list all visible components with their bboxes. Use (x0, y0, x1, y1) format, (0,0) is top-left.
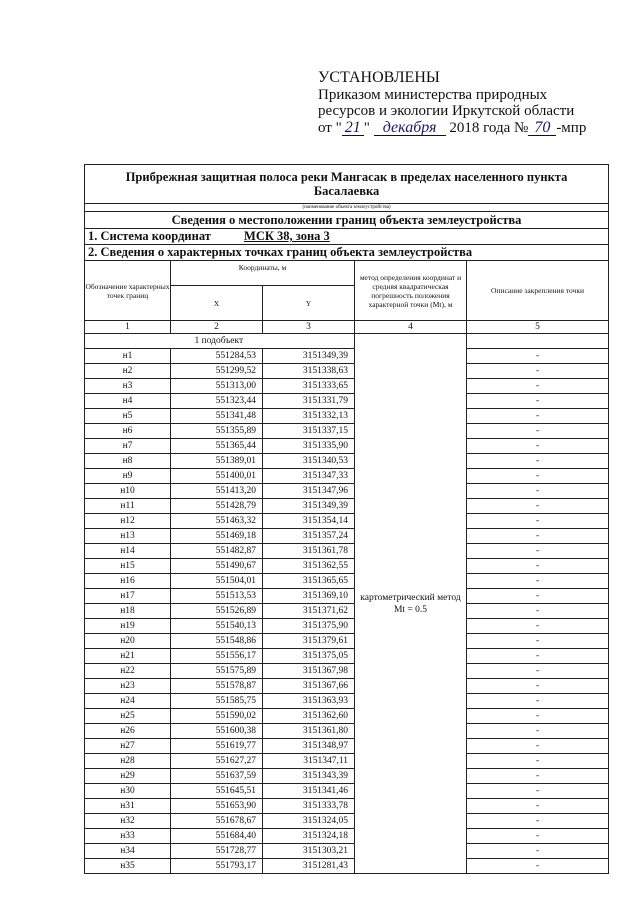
table-row (85, 514, 609, 529)
coord-y: 3151303,21 (263, 844, 355, 859)
coord-y: 3151357,24 (263, 529, 355, 544)
point-description: - (467, 544, 609, 559)
table-row (85, 799, 609, 814)
coord-x: 551400,01 (171, 469, 263, 484)
coord-x: 551619,77 (171, 739, 263, 754)
coord-y: 3151354,14 (263, 514, 355, 529)
point-id: н5 (85, 409, 171, 424)
point-description: - (467, 439, 609, 454)
table-row (85, 349, 609, 364)
table-row (85, 469, 609, 484)
point-id: н13 (85, 529, 171, 544)
point-description: - (467, 694, 609, 709)
coord-y: 3151365,65 (263, 574, 355, 589)
point-description: - (467, 679, 609, 694)
point-description: - (467, 364, 609, 379)
point-description: - (467, 769, 609, 784)
approval-stamp (318, 70, 586, 136)
coord-y: 3151375,90 (263, 619, 355, 634)
table-row (85, 529, 609, 544)
coord-y: 3151335,90 (263, 439, 355, 454)
table-row (85, 709, 609, 724)
table-row (85, 589, 609, 604)
section-title: Сведения о местоположении границ объекта землеустройства (85, 212, 609, 229)
coord-x: 551645,51 (171, 784, 263, 799)
coord-y: 3151371,62 (263, 604, 355, 619)
coord-x: 551653,90 (171, 799, 263, 814)
coord-y: 3151343,39 (263, 769, 355, 784)
coord-x: 551284,53 (171, 349, 263, 364)
coord-x: 551600,38 (171, 724, 263, 739)
table-row (85, 844, 609, 859)
coord-x: 551341,48 (171, 409, 263, 424)
table-row (85, 499, 609, 514)
point-description: - (467, 859, 609, 874)
subobject-blank (85, 334, 171, 349)
point-id: н33 (85, 829, 171, 844)
point-description: - (467, 409, 609, 424)
point-id: н24 (85, 694, 171, 709)
point-description: - (467, 514, 609, 529)
coord-x: 551684,40 (171, 829, 263, 844)
point-description: - (467, 709, 609, 724)
coord-x: 551490,67 (171, 559, 263, 574)
coord-x: 551585,75 (171, 694, 263, 709)
point-id: н14 (85, 544, 171, 559)
point-description: - (467, 754, 609, 769)
point-id: н7 (85, 439, 171, 454)
header-x: X (171, 286, 263, 321)
point-id: н20 (85, 634, 171, 649)
coord-x: 551504,01 (171, 574, 263, 589)
coord-x: 551513,53 (171, 589, 263, 604)
point-id: н26 (85, 724, 171, 739)
point-description: - (467, 724, 609, 739)
table-row (85, 739, 609, 754)
subobject-desc (467, 334, 609, 349)
coord-x: 551590,02 (171, 709, 263, 724)
coord-y: 3151347,11 (263, 754, 355, 769)
point-description: - (467, 784, 609, 799)
point-id: н6 (85, 424, 171, 439)
coord-y: 3151337,15 (263, 424, 355, 439)
point-description: - (467, 469, 609, 484)
coord-x: 551323,44 (171, 394, 263, 409)
coordinate-system-value: МСК 38, зона 3 (244, 229, 330, 243)
coord-y: 3151324,05 (263, 814, 355, 829)
point-description: - (467, 739, 609, 754)
point-description: - (467, 574, 609, 589)
table-row (85, 829, 609, 844)
title-caption: (наименование объекта землеустройства) (85, 204, 609, 212)
approval-date-line (318, 120, 586, 137)
method-cell: картометрический метод Mt = 0.5 (355, 334, 467, 874)
point-id: н17 (85, 589, 171, 604)
col-number-1: 1 (85, 321, 171, 334)
table-row (85, 784, 609, 799)
table-row (85, 439, 609, 454)
coord-y: 3151333,78 (263, 799, 355, 814)
table-row (85, 649, 609, 664)
coord-x: 551469,18 (171, 529, 263, 544)
header-method: метод определения координат и средняя квадратическая погрешность положения характерной точки (Mt), м (355, 261, 467, 321)
points-section-title: 2. Сведения о характерных точках границ объекта землеустройства (85, 245, 609, 261)
coord-y: 3151349,39 (263, 349, 355, 364)
table-row (85, 724, 609, 739)
coord-y: 3151347,33 (263, 469, 355, 484)
coord-y: 3151347,96 (263, 484, 355, 499)
point-description: - (467, 844, 609, 859)
coordinate-system-label: 1. Система координат (88, 229, 211, 243)
point-description: - (467, 829, 609, 844)
point-id: н27 (85, 739, 171, 754)
point-id: н12 (85, 514, 171, 529)
table-row (85, 454, 609, 469)
point-id: н2 (85, 364, 171, 379)
boundary-points-table (84, 164, 609, 874)
coord-y: 3151331,79 (263, 394, 355, 409)
coord-x: 551526,89 (171, 604, 263, 619)
approval-line-3: ресурсов и экологии Иркутской области (318, 103, 575, 119)
header-y: Y (263, 286, 355, 321)
coord-y: 3151333,65 (263, 379, 355, 394)
coord-y: 3151363,93 (263, 694, 355, 709)
table-row (85, 394, 609, 409)
point-id: н4 (85, 394, 171, 409)
coord-y: 3151348,97 (263, 739, 355, 754)
coord-x: 551637,59 (171, 769, 263, 784)
point-id: н8 (85, 454, 171, 469)
table-row (85, 769, 609, 784)
point-id: н19 (85, 619, 171, 634)
point-description: - (467, 814, 609, 829)
table-row (85, 859, 609, 874)
subobject-label: 1 подобъект (171, 334, 355, 349)
point-description: - (467, 664, 609, 679)
coord-x: 551728,77 (171, 844, 263, 859)
coord-x: 551556,17 (171, 649, 263, 664)
coord-y: 3151341,46 (263, 784, 355, 799)
date-month: декабря (374, 121, 446, 136)
point-id: н31 (85, 799, 171, 814)
point-id: н15 (85, 559, 171, 574)
table-row (85, 679, 609, 694)
point-id: н23 (85, 679, 171, 694)
coord-x: 551365,44 (171, 439, 263, 454)
coord-y: 3151362,60 (263, 709, 355, 724)
coord-x: 551627,27 (171, 754, 263, 769)
table-row (85, 604, 609, 619)
point-description: - (467, 379, 609, 394)
coord-x: 551313,00 (171, 379, 263, 394)
point-description: - (467, 799, 609, 814)
point-id: н28 (85, 754, 171, 769)
coord-y: 3151332,13 (263, 409, 355, 424)
table-row (85, 409, 609, 424)
coord-x: 551413,20 (171, 484, 263, 499)
point-id: н30 (85, 784, 171, 799)
table-row (85, 484, 609, 499)
coord-y: 3151367,66 (263, 679, 355, 694)
table-row (85, 379, 609, 394)
table-row (85, 364, 609, 379)
point-id: н25 (85, 709, 171, 724)
coord-y: 3151375,05 (263, 649, 355, 664)
point-description: - (467, 604, 609, 619)
approval-heading: УСТАНОВЛЕНЫ (318, 69, 440, 86)
point-description: - (467, 349, 609, 364)
coord-y: 3151367,98 (263, 664, 355, 679)
coord-y: 3151349,39 (263, 499, 355, 514)
approval-line-2: Приказом министерства природных (318, 86, 548, 103)
document-title: Прибрежная защитная полоса реки Мангасак в пределах населенного пункта Басалаевка (85, 165, 609, 204)
table-row (85, 814, 609, 829)
point-description: - (467, 424, 609, 439)
point-description: - (467, 499, 609, 514)
order-suffix: -мпр (556, 119, 587, 136)
date-day: 21 (342, 121, 364, 136)
point-id: н16 (85, 574, 171, 589)
coord-x: 551678,67 (171, 814, 263, 829)
point-id: н34 (85, 844, 171, 859)
point-id: н3 (85, 379, 171, 394)
coord-x: 551389,01 (171, 454, 263, 469)
table-row (85, 424, 609, 439)
date-year: 2018 года № (449, 119, 529, 136)
header-description: Описание закрепления точки (467, 261, 609, 321)
table-row (85, 664, 609, 679)
col-number-2: 2 (171, 321, 263, 334)
point-description: - (467, 454, 609, 469)
point-id: н21 (85, 649, 171, 664)
point-description: - (467, 529, 609, 544)
point-id: н1 (85, 349, 171, 364)
point-id: н10 (85, 484, 171, 499)
point-description: - (467, 634, 609, 649)
coord-y: 3151361,80 (263, 724, 355, 739)
table-row (85, 634, 609, 649)
point-id: н22 (85, 664, 171, 679)
point-id: н32 (85, 814, 171, 829)
date-prefix: от " (318, 119, 342, 136)
table-row (85, 544, 609, 559)
coord-y: 3151281,43 (263, 859, 355, 874)
col-number-4: 4 (355, 321, 467, 334)
coord-x: 551482,87 (171, 544, 263, 559)
header-point: Обозначение характерных точек границ (85, 261, 171, 321)
coord-x: 551578,87 (171, 679, 263, 694)
table-row (85, 574, 609, 589)
point-description: - (467, 484, 609, 499)
coord-y: 3151340,53 (263, 454, 355, 469)
coord-y: 3151338,63 (263, 364, 355, 379)
point-id: н29 (85, 769, 171, 784)
point-description: - (467, 394, 609, 409)
point-description: - (467, 589, 609, 604)
table-row (85, 559, 609, 574)
order-number: 70 (528, 121, 556, 136)
coord-x: 551428,79 (171, 499, 263, 514)
coord-y: 3151324,18 (263, 829, 355, 844)
coord-x: 551575,89 (171, 664, 263, 679)
coord-x: 551355,89 (171, 424, 263, 439)
table-row (85, 694, 609, 709)
coord-x: 551793,17 (171, 859, 263, 874)
point-id: н9 (85, 469, 171, 484)
coord-x: 551548,86 (171, 634, 263, 649)
point-id: н35 (85, 859, 171, 874)
col-number-5: 5 (467, 321, 609, 334)
coord-y: 3151369,10 (263, 589, 355, 604)
point-description: - (467, 649, 609, 664)
coordinate-system-row (85, 229, 609, 245)
date-quote: " (363, 119, 370, 136)
coord-x: 551540,13 (171, 619, 263, 634)
coord-y: 3151361,78 (263, 544, 355, 559)
coord-y: 3151379,61 (263, 634, 355, 649)
coord-x: 551463,32 (171, 514, 263, 529)
point-description: - (467, 559, 609, 574)
table-row (85, 754, 609, 769)
coord-x: 551299,52 (171, 364, 263, 379)
col-number-3: 3 (263, 321, 355, 334)
point-id: н11 (85, 499, 171, 514)
header-coords: Координаты, м (171, 261, 355, 286)
coord-y: 3151362,55 (263, 559, 355, 574)
point-description: - (467, 619, 609, 634)
table-row (85, 619, 609, 634)
point-id: н18 (85, 604, 171, 619)
